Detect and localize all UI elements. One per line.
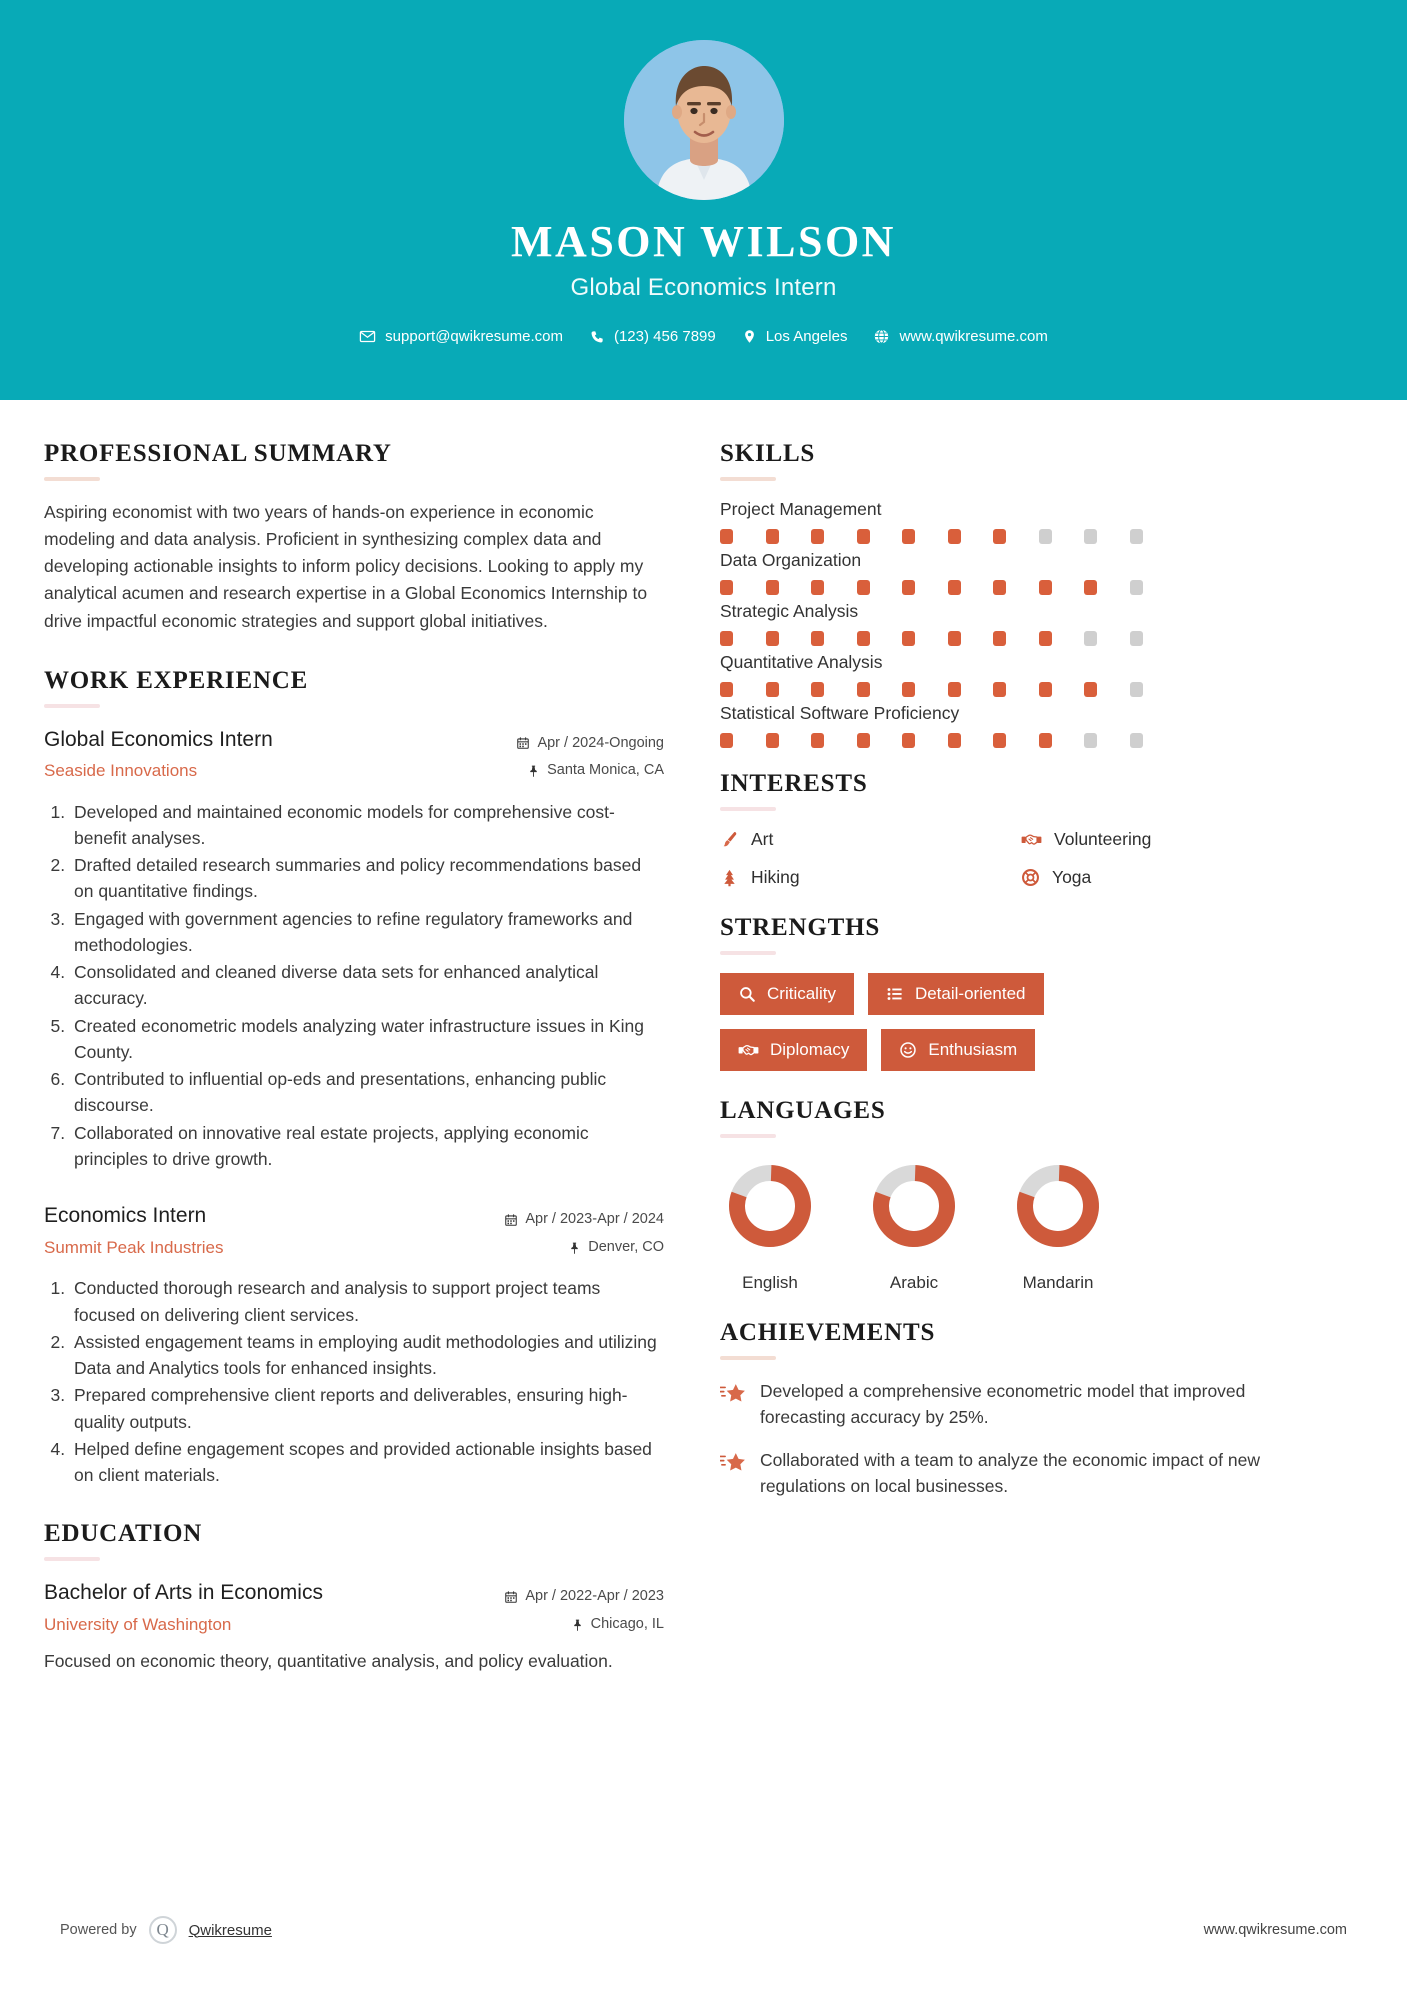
contact-location[interactable] [742, 328, 848, 345]
strengths-row [720, 1029, 1312, 1071]
skill-row [720, 550, 1312, 595]
skill-dot-empty [1130, 682, 1143, 697]
skill-dot-filled [1084, 580, 1097, 595]
skill-dot-filled [902, 580, 915, 595]
skill-dot-filled [948, 682, 961, 697]
contact-location-text: Los Angeles [765, 328, 848, 346]
work-entry-main [44, 726, 516, 781]
strength-label: Criticality [767, 984, 836, 1003]
smiley-icon [899, 1041, 917, 1059]
paintbrush-icon [720, 830, 739, 849]
work-entry-meta [504, 1202, 664, 1261]
skill-label: Statistical Software Proficiency [720, 703, 960, 723]
skill-dot-empty [1084, 529, 1097, 544]
education-description: Focused on economic theory, quantitative analysis, and policy evaluation. [44, 1651, 613, 1672]
shooting-star-icon [720, 1381, 746, 1405]
handshake-icon [1021, 830, 1042, 849]
skill-dot-filled [720, 733, 733, 748]
job-dates [516, 730, 664, 758]
skill-label: Quantitative Analysis [720, 652, 883, 672]
section-heading: STRENGTHS [720, 914, 881, 941]
powered-by-label: Powered by [60, 1922, 137, 1938]
job-duty: 3. Prepared comprehensive client reports and deliverables, ensuring high-quality outputs. [70, 1382, 664, 1435]
section-strengths [720, 914, 1312, 1071]
skill-dot-filled [766, 682, 779, 697]
work-entry [44, 726, 664, 1173]
skill-dot-filled [1084, 682, 1097, 697]
skill-dot-filled [811, 631, 824, 646]
section-rule [720, 951, 776, 955]
work-entry-header [44, 726, 664, 785]
job-duty-list [44, 1275, 664, 1488]
skill-dot-filled [766, 733, 779, 748]
page-footer [0, 1870, 1407, 1990]
skill-rating [720, 733, 1312, 748]
section-skills [720, 440, 1312, 748]
language-donut-chart [864, 1156, 964, 1256]
skill-label: Project Management [720, 499, 882, 519]
skill-row [720, 499, 1312, 544]
job-dates [504, 1206, 664, 1234]
section-rule [720, 807, 776, 811]
job-location-text: Denver, CO [588, 1238, 664, 1255]
skill-dot-filled [902, 682, 915, 697]
skill-dot-filled [857, 733, 870, 748]
skill-dot-filled [1039, 682, 1052, 697]
skill-rating [720, 631, 1312, 646]
language-label: Arabic [889, 1273, 939, 1292]
skill-dot-filled [902, 631, 915, 646]
strength-label: Detail-oriented [914, 984, 1026, 1003]
language-label: English [742, 1273, 798, 1292]
work-entry-meta [516, 726, 664, 785]
resume-body [0, 400, 1407, 1684]
interest-label: Yoga [1052, 867, 1092, 887]
section-achievements [720, 1319, 1312, 1499]
skill-dot-empty [1130, 733, 1143, 748]
job-location [504, 1234, 664, 1262]
section-heading: PROFESSIONAL SUMMARY [44, 440, 392, 467]
skill-dot-filled [902, 529, 915, 544]
shooting-star-icon [720, 1450, 746, 1474]
skill-dot-filled [993, 580, 1006, 595]
skill-dot-filled [857, 580, 870, 595]
calendar-icon [516, 736, 530, 750]
powered-by-block [60, 1916, 272, 1944]
resume-header [0, 0, 1407, 400]
skill-dot-filled [766, 529, 779, 544]
skill-dot-filled [1039, 631, 1052, 646]
strengths-row [720, 973, 1312, 1015]
pine-tree-icon [720, 868, 739, 888]
skill-dot-filled [811, 733, 824, 748]
section-rule [720, 1356, 776, 1360]
education-location [504, 1611, 664, 1639]
achievement-item [720, 1447, 1312, 1500]
achievement-item [720, 1378, 1312, 1431]
job-company: Seaside Innovations [44, 760, 198, 780]
section-languages [720, 1097, 1312, 1293]
page-title: MASON WILSON [511, 217, 896, 266]
school-name: University of Washington [44, 1614, 232, 1634]
pushpin-icon [568, 1241, 581, 1255]
language-item [720, 1156, 820, 1293]
job-duty: 4. Helped define engagement scopes and provided actionable insights based on client materials. [70, 1436, 664, 1489]
job-location [516, 757, 664, 785]
section-rule [720, 477, 776, 481]
achievement-text: Developed a comprehensive econometric model that improved forecasting accuracy by 25%. [760, 1381, 1246, 1428]
job-dates-text: Apr / 2023-Apr / 2024 [525, 1211, 664, 1228]
lifebuoy-icon [1021, 868, 1040, 887]
location-pin-icon [742, 328, 757, 345]
job-duty: 2. Assisted engagement teams in employing audit methodologies and utilizing Data and Analytics tools for enhanced insights. [70, 1329, 664, 1382]
section-heading: ACHIEVEMENTS [720, 1319, 936, 1346]
skill-dot-filled [993, 529, 1006, 544]
skill-dot-filled [811, 580, 824, 595]
job-duty: 6. Contributed to influential op-eds and presentations, enhancing public discourse. [70, 1066, 664, 1119]
skill-dot-filled [857, 631, 870, 646]
skill-dot-filled [1039, 580, 1052, 595]
achievement-text: Collaborated with a team to analyze the economic impact of new regulations on local businesses. [760, 1449, 1260, 1496]
section-rule [720, 1134, 776, 1138]
skill-dot-filled [993, 631, 1006, 646]
skill-row [720, 652, 1312, 697]
skill-dot-empty [1039, 529, 1052, 544]
calendar-icon [504, 1590, 518, 1604]
pushpin-icon [527, 764, 540, 778]
section-heading: LANGUAGES [720, 1097, 886, 1124]
education-location-text: Chicago, IL [590, 1615, 664, 1632]
job-role: Economics Intern [44, 1204, 207, 1228]
job-duty: 1. Conducted thorough research and analysis to support project teams focused on delivering client services. [70, 1275, 664, 1328]
contact-row [0, 328, 1407, 345]
section-heading: INTERESTS [720, 770, 868, 797]
interest-item [1021, 829, 1312, 850]
job-company: Summit Peak Industries [44, 1237, 224, 1257]
work-entry-main [44, 1202, 504, 1257]
job-duty: 3. Engaged with government agencies to refine regulatory frameworks and methodologies. [70, 906, 664, 959]
skill-dot-filled [948, 631, 961, 646]
skill-dot-empty [1130, 529, 1143, 544]
degree-title: Bachelor of Arts in Economics [44, 1581, 323, 1605]
strength-chip-enthusiasm[interactable] [881, 1029, 1035, 1071]
job-duty-list [44, 799, 664, 1173]
skill-dot-filled [720, 682, 733, 697]
contact-email[interactable] [359, 328, 563, 345]
skill-dot-filled [811, 682, 824, 697]
languages-grid [720, 1156, 1312, 1293]
skill-row [720, 601, 1312, 646]
summary-text: Aspiring economist with two years of hands-on experience in economic modeling and data analysis. Proficient in synthesizing complex data and developing actionable insights to inform policy decisions. Looking to apply my analytical acumen and research expertise in a Global Economics Internship to drive impactful economic strategies and support global initiatives. [44, 502, 648, 631]
skill-dot-filled [993, 682, 1006, 697]
interest-item [720, 867, 1011, 888]
skill-dot-filled [948, 580, 961, 595]
skill-dot-filled [1039, 733, 1052, 748]
skill-row [720, 703, 1312, 748]
education-dates [504, 1583, 664, 1611]
job-location-text: Santa Monica, CA [547, 762, 664, 779]
header-subtitle: Global Economics Intern [570, 274, 837, 302]
left-column [44, 440, 664, 1684]
skill-dot-filled [766, 580, 779, 595]
section-professional-summary [44, 440, 664, 635]
language-item [1008, 1156, 1108, 1293]
skill-dot-filled [948, 733, 961, 748]
skill-rating [720, 580, 1312, 595]
section-rule [44, 1557, 100, 1561]
strength-label: Enthusiasm [928, 1040, 1018, 1059]
phone-icon [589, 329, 605, 345]
brand-name[interactable]: Qwikresume [188, 1921, 272, 1939]
footer-url[interactable]: www.qwikresume.com [1203, 1922, 1347, 1938]
work-entry [44, 1202, 664, 1488]
skill-label: Data Organization [720, 550, 862, 570]
skill-dot-filled [902, 733, 915, 748]
interest-item [720, 829, 1011, 850]
strength-chip-criticality[interactable] [720, 973, 854, 1015]
skill-dot-empty [1130, 631, 1143, 646]
qwikresume-logo-icon: Q [149, 1916, 177, 1944]
strength-label: Diplomacy [770, 1040, 850, 1059]
section-heading: WORK EXPERIENCE [44, 666, 309, 694]
work-entry-header [44, 1202, 664, 1261]
education-entry-meta [504, 1579, 664, 1638]
job-dates-text: Apr / 2024-Ongoing [537, 734, 664, 751]
skill-dot-filled [766, 631, 779, 646]
section-education [44, 1520, 664, 1675]
education-entry-main [44, 1579, 504, 1634]
interest-item [1021, 867, 1312, 888]
skill-rating [720, 682, 1312, 697]
section-work-experience [44, 667, 664, 1489]
skill-dot-filled [857, 682, 870, 697]
language-item [864, 1156, 964, 1293]
skill-dot-filled [720, 529, 733, 544]
skill-dot-empty [1084, 733, 1097, 748]
right-column [692, 440, 1312, 1684]
section-interests [720, 770, 1312, 888]
skill-dot-filled [993, 733, 1006, 748]
interest-label: Art [751, 829, 774, 849]
job-duty: 1. Developed and maintained economic models for comprehensive cost-benefit analyses. [70, 799, 664, 852]
magnifier-icon [738, 985, 756, 1003]
education-entry [44, 1579, 664, 1675]
section-heading: SKILLS [720, 440, 816, 467]
language-donut-chart [720, 1156, 820, 1256]
avatar-photo-icon [624, 40, 784, 200]
strength-chip-diplomacy[interactable] [720, 1029, 867, 1071]
skill-dot-filled [811, 529, 824, 544]
skill-label: Strategic Analysis [720, 601, 859, 621]
handshake-icon [738, 1041, 759, 1059]
contact-email-text: support@qwikresume.com [385, 328, 563, 346]
section-heading: EDUCATION [44, 1520, 203, 1548]
skill-dot-filled [720, 631, 733, 646]
section-rule [44, 704, 100, 708]
pushpin-icon [571, 1618, 584, 1632]
envelope-icon [359, 328, 376, 345]
strength-chip-detail-oriented[interactable] [868, 973, 1044, 1015]
interest-label: Volunteering [1054, 829, 1152, 849]
education-dates-text: Apr / 2022-Apr / 2023 [525, 1588, 664, 1605]
skill-dot-empty [1130, 580, 1143, 595]
skill-dot-filled [720, 580, 733, 595]
list-icon [886, 985, 904, 1003]
job-role: Global Economics Intern [44, 727, 273, 751]
job-duty: 4. Consolidated and cleaned diverse data sets for enhanced analytical accuracy. [70, 959, 664, 1012]
contact-website[interactable] [873, 328, 1047, 345]
contact-website-text: www.qwikresume.com [899, 328, 1048, 346]
job-duty: 2. Drafted detailed research summaries and policy recommendations based on quantitative findings. [70, 852, 664, 905]
skill-dot-empty [1084, 631, 1097, 646]
job-duty: 7. Collaborated on innovative real estate projects, applying economic principles to drive growth. [70, 1120, 664, 1173]
contact-phone[interactable] [589, 328, 716, 345]
section-rule [44, 477, 100, 481]
strengths-list [720, 973, 1312, 1071]
job-duty: 5. Created econometric models analyzing water infrastructure issues in King County. [70, 1013, 664, 1066]
language-label: Mandarin [1022, 1273, 1094, 1292]
interest-label: Hiking [751, 867, 800, 887]
contact-phone-text: (123) 456 7899 [613, 328, 716, 346]
skill-rating [720, 529, 1312, 544]
globe-icon [873, 328, 890, 345]
avatar [624, 40, 784, 200]
language-donut-chart [1008, 1156, 1108, 1256]
skill-dot-filled [857, 529, 870, 544]
interests-grid [720, 829, 1312, 888]
skill-dot-filled [948, 529, 961, 544]
calendar-icon [504, 1213, 518, 1227]
education-entry-header [44, 1579, 664, 1638]
